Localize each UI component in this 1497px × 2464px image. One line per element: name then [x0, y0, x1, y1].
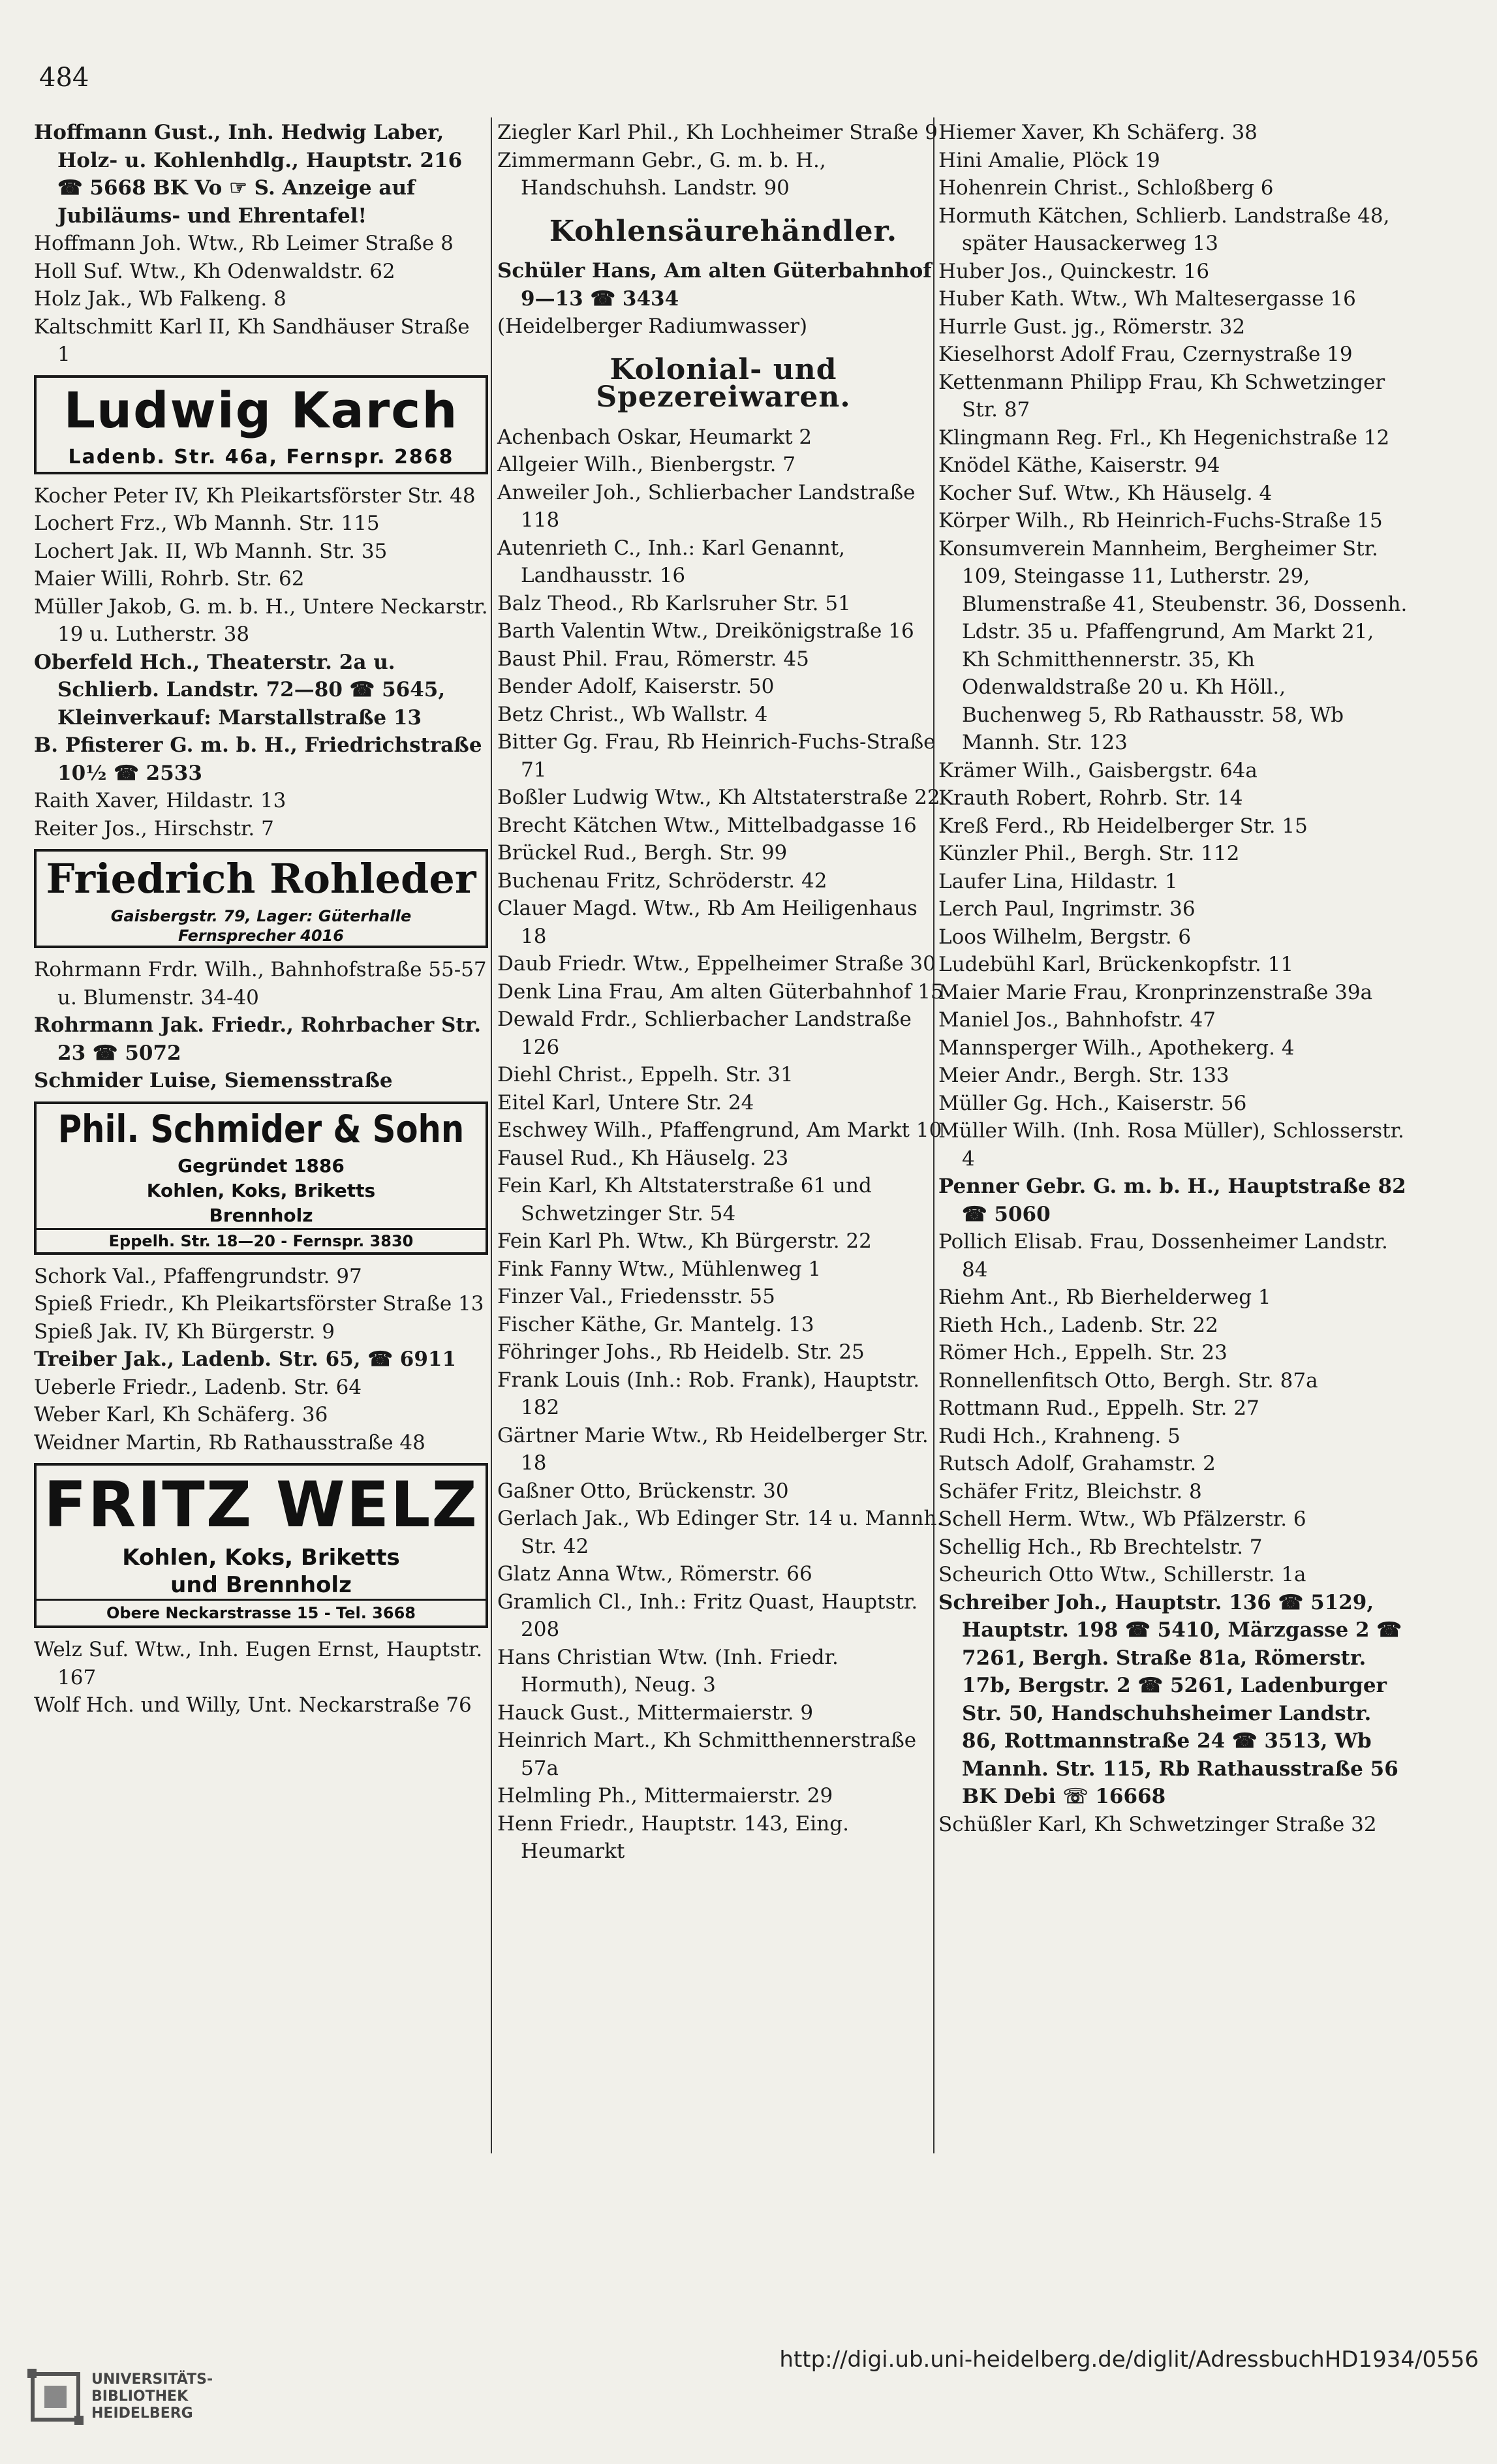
advertisement-friedrich-rohleder	[34, 849, 488, 948]
directory-entry: Henn Friedr., Hauptstr. 143, Eing. Heumarkt	[497, 1811, 849, 1863]
directory-entry: Fausel Rud., Kh Häuselg. 23	[497, 1146, 789, 1170]
ad-name: Ludwig Karch	[63, 380, 459, 439]
directory-entry: Denk Lina Frau, Am alten Güterbahnhof 15	[497, 979, 944, 1004]
directory-entry: Rottmann Rud., Eppelh. Str. 27	[938, 1396, 1259, 1420]
directory-entry: Reiter Jos., Hirschstr. 7	[34, 816, 274, 840]
directory-entry: Rohrmann Jak. Friedr., Rohrbacher Str. 23 ☎ 5072	[34, 1013, 482, 1065]
column-2	[497, 119, 949, 1866]
advertisement-schmider	[34, 1101, 488, 1255]
directory-entry: Frank Louis (Inh.: Rob. Frank), Hauptstr. 182	[497, 1368, 920, 1419]
directory-entry: Eschwey Wilh., Pfaffengrund, Am Markt 10	[497, 1118, 942, 1142]
directory-entry: Schork Val., Pfaffengrundstr. 97	[34, 1264, 362, 1288]
directory-entry: Rieth Hch., Ladenb. Str. 22	[938, 1313, 1218, 1337]
directory-entry: Krämer Wilh., Gaisbergstr. 64a	[938, 758, 1258, 782]
directory-entry: Diehl Christ., Eppelh. Str. 31	[497, 1063, 794, 1086]
directory-entry: Schell Herm. Wtw., Wb Pfälzerstr. 6	[938, 1507, 1306, 1531]
ad-name: FRITZ WELZ	[44, 1468, 478, 1541]
directory-entry: Hini Amalie, Plöck 19	[938, 148, 1160, 172]
directory-entry: Kettenmann Philipp Frau, Kh Schwetzinger Str. 87	[938, 370, 1385, 422]
directory-entry: Schäfer Fritz, Bleichstr. 8	[938, 1479, 1202, 1503]
directory-entry: Schüßler Karl, Kh Schwetzinger Straße 32	[938, 1812, 1377, 1836]
directory-entry: Balz Theod., Rb Karlsruher Str. 51	[497, 591, 851, 615]
directory-entry: Boßler Ludwig Wtw., Kh Altstaterstraße 22	[497, 786, 940, 809]
ad-line: Obere Neckarstrasse 15 - Tel. 3668	[37, 1599, 486, 1625]
directory-entry: Hohenrein Christ., Schloßberg 6	[938, 176, 1274, 200]
directory-entry: B. Pfisterer G. m. b. H., Friedrichstraße 10½ ☎ 2533	[34, 733, 482, 785]
ad-name: Friedrich Rohleder	[46, 855, 476, 902]
directory-entry: Ueberle Friedr., Ladenb. Str. 64	[34, 1375, 362, 1399]
library-name	[91, 2371, 213, 2422]
directory-entry: Riehm Ant., Rb Bierhelderweg 1	[938, 1286, 1271, 1309]
directory-entry: Föhringer Johs., Rb Heidelb. Str. 25	[497, 1340, 865, 1364]
directory-entry: Kieselhorst Adolf Frau, Czernystraße 19	[938, 343, 1353, 366]
entry-list	[34, 1636, 488, 1719]
directory-entry: Fink Fanny Wtw., Mühlenweg 1	[497, 1257, 822, 1281]
directory-entry: Rudi Hch., Krahneng. 5	[938, 1424, 1181, 1448]
directory-entry: Hauck Gust., Mittermaierstr. 9	[497, 1701, 814, 1725]
column-divider	[491, 117, 492, 2153]
directory-entry: Fischer Käthe, Gr. Mantelg. 13	[497, 1312, 814, 1336]
directory-entry: Achenbach Oskar, Heumarkt 2	[497, 425, 812, 449]
ad-line: Gegründet 1886	[177, 1154, 345, 1177]
directory-entry: Künzler Phil., Bergh. Str. 112	[938, 842, 1240, 865]
library-name-line: UNIVERSITÄTS-	[91, 2371, 213, 2388]
entry-list	[497, 424, 949, 1866]
directory-entry: (Heidelberger Radiumwasser)	[497, 315, 808, 338]
directory-entry: Kreß Ferd., Rb Heidelberger Str. 15	[938, 814, 1308, 838]
directory-entry: Heinrich Mart., Kh Schmitthennerstraße 57a	[497, 1729, 917, 1780]
entry-list	[34, 119, 488, 369]
directory-entry: Hoffmann Gust., Inh. Hedwig Laber, Holz- u. Kohlenhdlg., Hauptstr. 216 ☎ 5668 BK Vo ☞ S. Anzeige auf Jubiläums- und Ehrentafel!	[34, 121, 463, 228]
entry-list	[497, 257, 949, 341]
directory-entry: Anweiler Joh., Schlierbacher Landstraße 118	[497, 480, 916, 532]
directory-entry: Maier Willi, Rohrb. Str. 62	[34, 567, 305, 591]
directory-entry: Bender Adolf, Kaiserstr. 50	[497, 675, 775, 698]
entry-list	[497, 119, 949, 202]
ad-line: Gaisbergstr. 79, Lager: Güterhalle	[110, 907, 412, 925]
directory-entry: Ziegler Karl Phil., Kh Lochheimer Straße 9	[497, 121, 938, 144]
directory-entry: Pollich Elisab. Frau, Dossenheimer Landstr. 84	[938, 1230, 1388, 1282]
directory-entry: Dewald Frdr., Schlierbacher Landstraße 126	[497, 1008, 912, 1059]
directory-entry: Baust Phil. Frau, Römerstr. 45	[497, 647, 809, 671]
advertisement-ludwig-karch	[34, 375, 488, 474]
ad-line: Kohlen, Koks, Briketts	[146, 1179, 376, 1201]
directory-entry: Schreiber Joh., Hauptstr. 136 ☎ 5129, Hauptstr. 198 ☎ 5410, Märzgasse 2 ☎ 7261, Bergh. Straße 81a, Römerstr. 17b, Bergstr. 2 ☎ 5261, Ladenburger Str. 50, Handschuhsheimer Landstr. 86, Rottmannstraße 24 ☎ 3513, Wb Mannh. Str. 115, Rb Rathausstraße 56 BK Debi ☏ 16668	[938, 1590, 1402, 1808]
section-header: Kohlensäurehändler.	[549, 214, 898, 248]
directory-entry: Loos Wilhelm, Bergstr. 6	[938, 925, 1192, 949]
directory-entry: Zimmermann Gebr., G. m. b. H., Handschuhsh. Landstr. 90	[497, 148, 826, 200]
directory-entry: Gaßner Otto, Brückenstr. 30	[497, 1479, 789, 1503]
directory-entry: Maier Marie Frau, Kronprinzenstraße 39a	[938, 980, 1373, 1004]
directory-entry: Laufer Lina, Hildastr. 1	[938, 869, 1178, 893]
directory-entry: Hormuth Kätchen, Schlierb. Landstraße 48, später Hausackerweg 13	[938, 204, 1390, 255]
directory-entry: Müller Jakob, G. m. b. H., Untere Neckarstr. 19 u. Lutherstr. 38	[34, 594, 488, 646]
directory-entry: Huber Kath. Wtw., Wh Maltesergasse 16	[938, 287, 1356, 311]
directory-entry: Oberfeld Hch., Theaterstr. 2a u. Schlierb. Landstr. 72—80 ☎ 5645, Kleinverkauf: Marstallstraße 13	[34, 650, 446, 730]
ad-line: Ladenb. Str. 46a, Fernspr. 2868	[68, 445, 454, 469]
directory-entry: Brecht Kätchen Wtw., Mittelbadgasse 16	[497, 813, 917, 837]
ad-line: Fernsprecher 4016	[178, 927, 344, 945]
directory-entry: Treiber Jak., Ladenb. Str. 65, ☎ 6911	[34, 1348, 457, 1371]
directory-entry: Gerlach Jak., Wb Edinger Str. 14 u. Mannh. Str. 42	[497, 1507, 944, 1558]
directory-entry: Welz Suf. Wtw., Inh. Eugen Ernst, Hauptstr. 167	[34, 1638, 483, 1689]
library-name-line: HEIDELBERG	[91, 2405, 193, 2422]
source-url[interactable]: http://digi.ub.uni-heidelberg.de/diglit/AdressbuchHD1934/0556	[779, 2347, 1479, 2373]
directory-entry: Brückel Rud., Bergh. Str. 99	[497, 841, 788, 865]
directory-entry: Hoffmann Joh. Wtw., Rb Leimer Straße 8	[34, 232, 454, 255]
directory-entry: Scheurich Otto Wtw., Schillerstr. 1a	[938, 1563, 1306, 1586]
directory-entry: Penner Gebr. G. m. b. H., Hauptstraße 82 ☎ 5060	[938, 1175, 1406, 1226]
directory-entry: Lochert Frz., Wb Mannh. Str. 115	[34, 512, 380, 535]
ad-line: Brennholz	[209, 1204, 313, 1226]
directory-entry: Glatz Anna Wtw., Römerstr. 66	[497, 1562, 812, 1586]
directory-entry: Huber Jos., Quinckestr. 16	[938, 259, 1210, 283]
directory-entry: Weidner Martin, Rb Rathausstraße 48	[34, 1430, 425, 1455]
directory-entry: Hurrle Gust. jg., Römerstr. 32	[938, 315, 1246, 339]
directory-entry: Müller Wilh. (Inh. Rosa Müller), Schlosserstr. 4	[938, 1119, 1404, 1171]
directory-entry: Spieß Jak. IV, Kh Bürgerstr. 9	[34, 1319, 335, 1344]
directory-entry: Kocher Suf. Wtw., Kh Häuselg. 4	[938, 481, 1273, 505]
directory-entry: Gramlich Cl., Inh.: Fritz Quast, Hauptstr. 208	[497, 1590, 918, 1641]
directory-entry: Lochert Jak. II, Wb Mannh. Str. 35	[34, 539, 388, 563]
directory-entry: Holl Suf. Wtw., Kh Odenwaldstr. 62	[34, 259, 395, 283]
directory-entry: Lerch Paul, Ingrimstr. 36	[938, 897, 1196, 921]
directory-entry: Daub Friedr. Wtw., Eppelheimer Straße 30	[497, 952, 936, 976]
ad-name: Phil. Schmider & Sohn	[57, 1106, 465, 1151]
directory-entry: Fein Karl, Kh Altstaterstraße 61 und Schwetzinger Str. 54	[497, 1174, 872, 1225]
directory-entry: Raith Xaver, Hildastr. 13	[34, 789, 286, 812]
directory-entry: Helmling Ph., Mittermaierstr. 29	[497, 1784, 833, 1808]
entry-list	[938, 119, 1408, 1838]
directory-entry: Römer Hch., Eppelh. Str. 23	[938, 1341, 1227, 1364]
directory-entry: Meier Andr., Bergh. Str. 133	[938, 1064, 1229, 1087]
directory-entry: Müller Gg. Hch., Kaiserstr. 56	[938, 1091, 1247, 1115]
directory-entry: Konsumverein Mannheim, Bergheimer Str. 109, Steingasse 11, Lutherstr. 29, Blumenstraße 41, Steubenstr. 36, Dossenh. Ldstr. 35 u. Pfaffengrund, Am Markt 21, Kh Schmitthennerstr. 35, Kh Odenwaldstraße 20 u. Kh Höll., Buchenweg 5, Rb Rathausstr. 58, Wb Mannh. Str. 123	[938, 536, 1408, 754]
directory-entry: Autenrieth C., Inh.: Karl Genannt, Landhausstr. 16	[497, 536, 846, 587]
directory-entry: Schüler Hans, Am alten Güterbahnhof 9—13 ☎ 3434	[497, 259, 932, 311]
directory-entry: Ronnellenfitsch Otto, Bergh. Str. 87a	[938, 1368, 1318, 1393]
directory-entry: Finzer Val., Friedensstr. 55	[497, 1285, 775, 1308]
directory-entry: Schmider Luise, Siemensstraße	[34, 1069, 393, 1092]
directory-entry: Spieß Friedr., Kh Pleikartsförster Straße 13	[34, 1292, 484, 1316]
directory-entry: Holz Jak., Wb Falkeng. 8	[34, 287, 286, 311]
ad-line: Kohlen, Koks, Briketts	[122, 1545, 400, 1571]
directory-entry: Weber Karl, Kh Schäferg. 36	[34, 1403, 328, 1426]
directory-entry: Kaltschmitt Karl II, Kh Sandhäuser Straße 1	[34, 315, 470, 366]
directory-entry: Eitel Karl, Untere Str. 24	[497, 1090, 754, 1115]
column-3	[938, 119, 1408, 1838]
library-name-line: BIBLIOTHEK	[91, 2388, 189, 2405]
directory-entry: Kocher Peter IV, Kh Pleikartsförster Str. 48	[34, 484, 476, 508]
directory-entry: Klingmann Reg. Frl., Kh Hegenichstraße 12	[938, 425, 1390, 450]
entry-list	[34, 482, 488, 843]
directory-entry: Körper Wilh., Rb Heinrich-Fuchs-Straße 15	[938, 509, 1383, 532]
directory-entry: Bitter Gg. Frau, Rb Heinrich-Fuchs-Straße 71	[497, 730, 936, 782]
entry-list	[34, 956, 488, 1095]
ad-line: und Brennholz	[170, 1572, 352, 1598]
directory-entry: Rohrmann Frdr. Wilh., Bahnhofstraße 55-57 u. Blumenstr. 34-40	[34, 958, 487, 1009]
page-number: 484	[39, 63, 89, 93]
directory-entry: Gärtner Marie Wtw., Rb Heidelberger Str. 18	[497, 1423, 929, 1475]
directory-entry: Mannsperger Wilh., Apothekerg. 4	[938, 1036, 1295, 1060]
directory-entry: Buchenau Fritz, Schröderstr. 42	[497, 869, 827, 893]
advertisement-fritz-welz	[34, 1463, 488, 1628]
directory-entry: Barth Valentin Wtw., Dreikönigstraße 16	[497, 619, 914, 643]
directory-entry: Hiemer Xaver, Kh Schäferg. 38	[938, 121, 1258, 144]
directory-entry: Wolf Hch. und Willy, Unt. Neckarstraße 76	[34, 1693, 472, 1717]
ad-line: Eppelh. Str. 18—20 - Fernspr. 3830	[37, 1228, 486, 1252]
directory-entry: Rutsch Adolf, Grahamstr. 2	[938, 1452, 1216, 1475]
entry-list	[34, 1263, 488, 1457]
directory-entry: Clauer Magd. Wtw., Rb Am Heiligenhaus 18	[497, 897, 918, 948]
university-library-logo-icon	[26, 2367, 85, 2426]
directory-entry: Fein Karl Ph. Wtw., Kh Bürgerstr. 22	[497, 1229, 872, 1253]
directory-entry: Allgeier Wilh., Bienbergstr. 7	[497, 453, 796, 476]
directory-entry: Hans Christian Wtw. (Inh. Friedr. Hormuth), Neug. 3	[497, 1645, 839, 1697]
directory-entry: Maniel Jos., Bahnhofstr. 47	[938, 1008, 1216, 1032]
section-header: Kolonial- und Spezereiwaren.	[596, 352, 851, 414]
directory-entry: Ludebühl Karl, Brückenkopfstr. 11	[938, 953, 1294, 976]
directory-entry: Knödel Käthe, Kaiserstr. 94	[938, 454, 1220, 477]
directory-entry: Betz Christ., Wb Wallstr. 4	[497, 702, 768, 726]
column-1	[34, 119, 488, 1719]
directory-entry: Krauth Robert, Rohrb. Str. 14	[938, 786, 1243, 810]
directory-entry: Schellig Hch., Rb Brechtelstr. 7	[938, 1535, 1263, 1559]
